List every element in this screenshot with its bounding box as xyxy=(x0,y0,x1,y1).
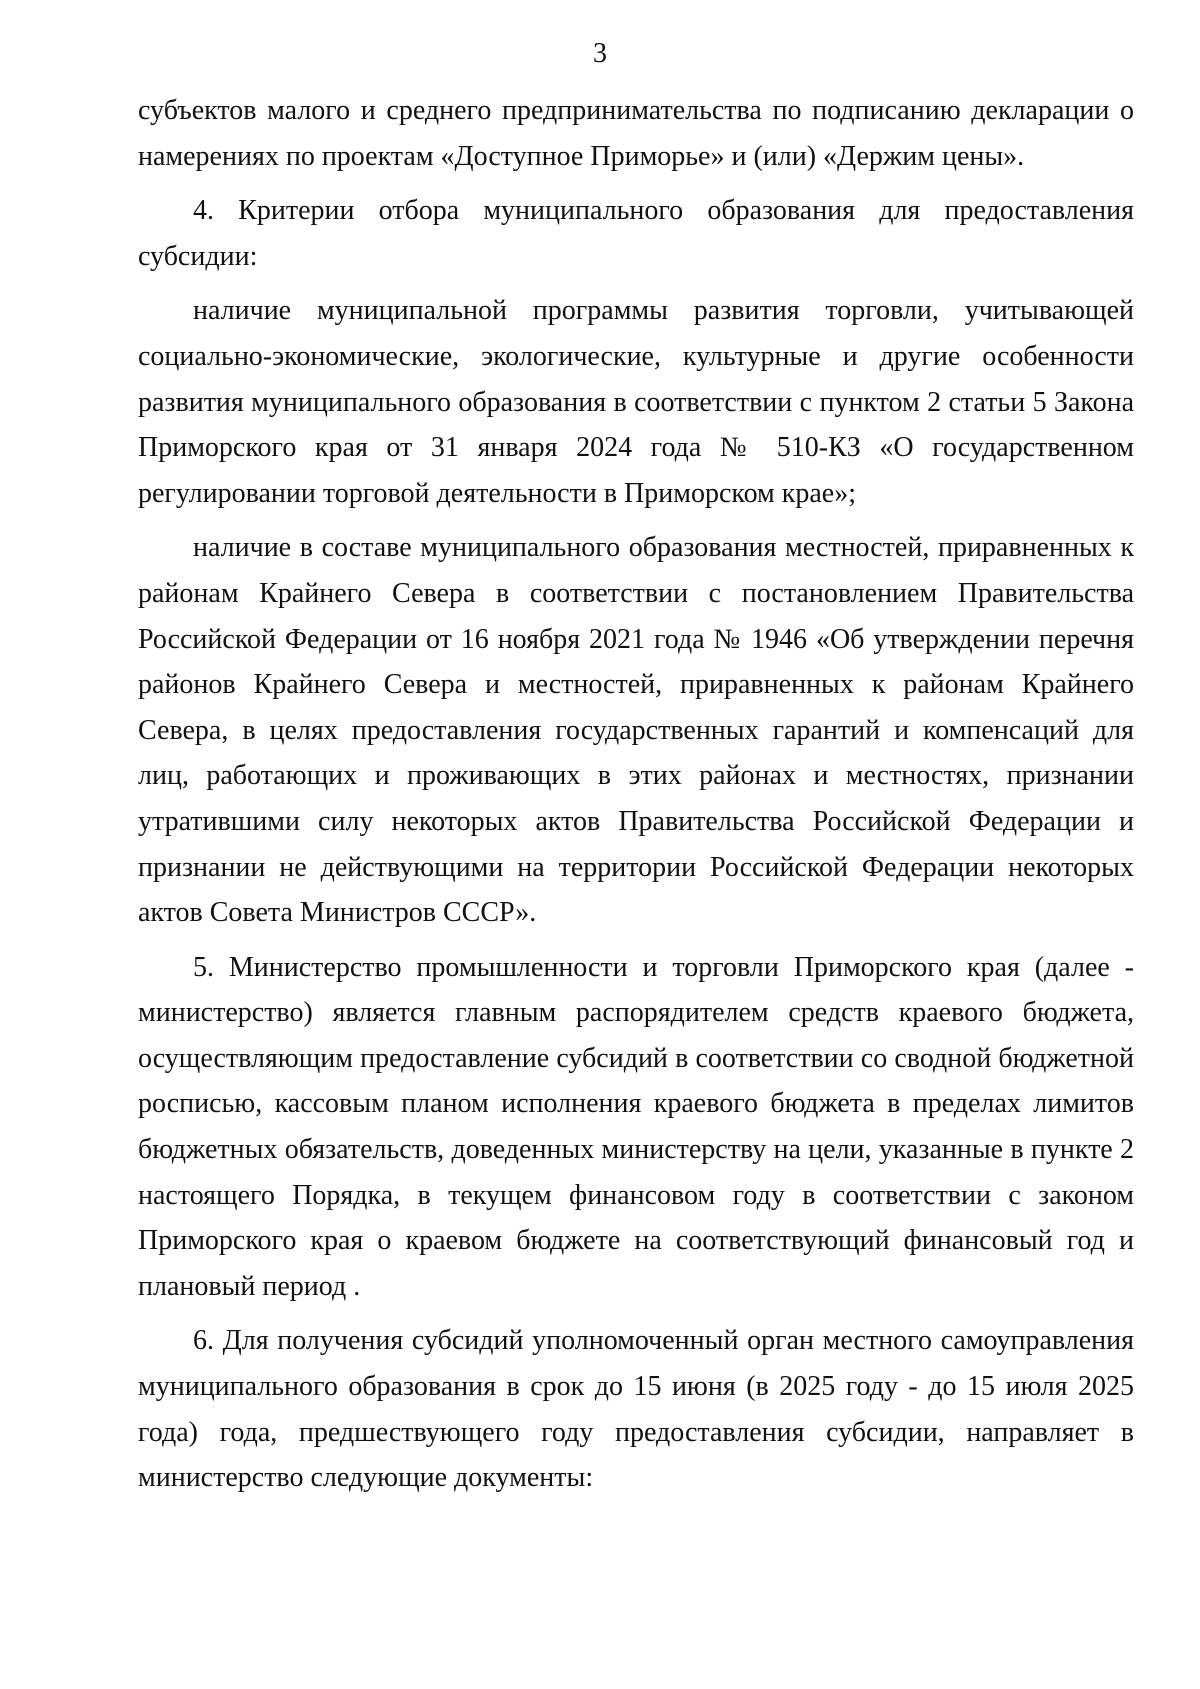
paragraph-continuation: субъектов малого и среднего предпринимательства по подписанию декларации о намерениях по проектам «Доступное Приморье» и (или) «Держим цены». xyxy=(138,95,1134,172)
paragraph-criterion-program: наличие муниципальной программы развития торговли, учитывающей социально-экономические, экологические, культурные и другие особенности развития муниципального образования в соответствии с пунктом 2 статьи 5 Закона Приморского края от 31 января 2024 года № 510-КЗ «О государственном регулировании торговой деятельности в Приморском крае»; xyxy=(138,295,1134,509)
page-number: 3 xyxy=(593,38,607,69)
paragraph-item-4: 4. Критерии отбора муниципального образования для предоставления субсидии: xyxy=(138,195,1134,272)
paragraph-item-6: 6. Для получения субсидий уполномоченный орган местного самоуправления муниципального образования в срок до 15 июня (в 2025 году - до 15 июля 2025 года) года, предшествующего году предоставления субсидии, направляет в министерство следующие документы: xyxy=(138,1325,1134,1494)
paragraph-criterion-far-north: наличие в составе муниципального образования местностей, приравненных к районам Крайнего Севера в соответствии с постановлением Правительства Российской Федерации от 16 ноября 2021 года № 1946 «Об утверждении перечня районов Крайнего Севера и местностей, приравненных к районам Крайнего Севера, в целях предоставления государственных гарантий и компенсаций для лиц, работающих и проживающих в этих районах и местностях, признании утратившими силу некоторых актов Правительства Российской Федерации и признании не действующими на территории Российской Федерации некоторых актов Совета Министров СССР». xyxy=(138,532,1134,929)
paragraph-item-5: 5. Министерство промышленности и торговли Приморского края (далее - министерство) является главным распорядителем средств краевого бюджета, осуществляющим предоставление субсидий в соответствии со сводной бюджетной росписью, кассовым планом исполнения краевого бюджета в пределах лимитов бюджетных обязательств, доведенных министерству на цели, указанные в пункте 2 настоящего Порядка, в текущем финансовом году в соответствии с законом Приморского края о краевом бюджете на соответствующий финансовый год и плановый период . xyxy=(138,951,1134,1302)
document-body xyxy=(138,88,1134,1501)
